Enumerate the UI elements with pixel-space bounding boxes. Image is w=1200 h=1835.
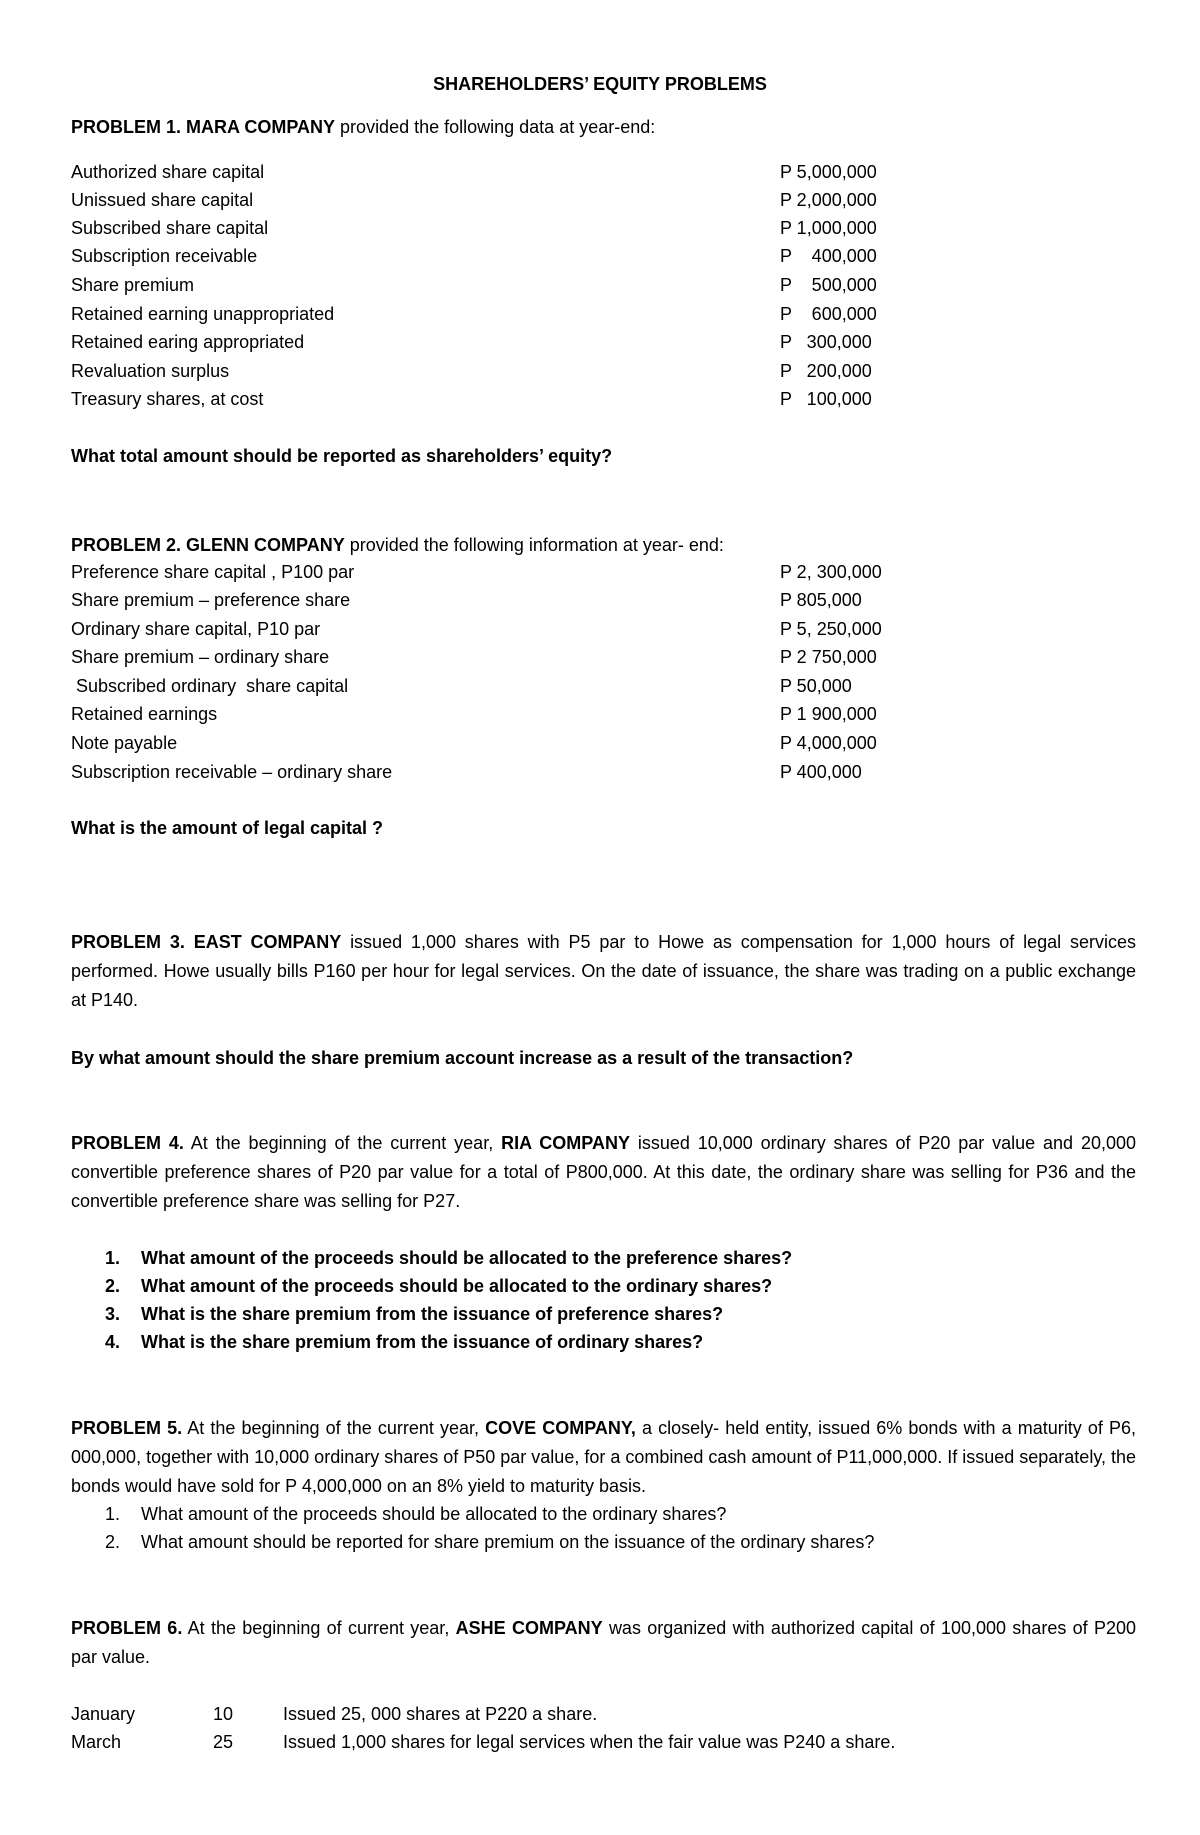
schedule-text: Issued 1,000 shares for legal services when the fair value was P240 a share. [283, 1732, 896, 1752]
problem-1-label: PROBLEM 1. [71, 117, 182, 137]
schedule-text: Issued 25, 000 shares at P220 a share. [283, 1704, 598, 1724]
problem-2-company: GLENN COMPANY [186, 535, 345, 555]
page-title: SHAREHOLDERS’ EQUITY PROBLEMS [433, 74, 767, 94]
row-label: Share premium – preference share [71, 590, 351, 610]
list-item [105, 1328, 792, 1356]
list-item [105, 1500, 874, 1528]
row-label: Note payable [71, 733, 178, 753]
row-amount: P 2 750,000 [780, 647, 877, 667]
row-label: Subscription receivable – ordinary share [71, 762, 393, 782]
list-number: 2. [105, 1532, 121, 1552]
row-label: Treasury shares, at cost [71, 389, 264, 409]
problem-3-question: By what amount should the share premium account increase as a result of the transaction? [71, 1048, 854, 1068]
list-text: What amount of the proceeds should be allocated to the preference shares? [141, 1248, 793, 1268]
problem-4-label: PROBLEM 4. [71, 1133, 184, 1153]
problem-3-text: issued 1,000 shares with P5 par to Howe as compensation for 1,000 hours of legal services performed. Howe usually bills P160 per hour for legal services. On the date of issuance, the share was trading on a public exchange at P140. [71, 932, 1136, 1010]
row-amount: P 50,000 [780, 676, 852, 696]
table-row [71, 588, 862, 612]
problem-4-pre: At the beginning of the current year, [190, 1133, 494, 1153]
list-number: 3. [105, 1304, 121, 1324]
schedule-day: 25 [213, 1732, 234, 1752]
row-amount: P 400,000 [780, 246, 877, 266]
list-text: What is the share premium from the issuance of preference shares? [141, 1304, 724, 1324]
list-text: What amount of the proceeds should be allocated to the ordinary shares? [141, 1276, 773, 1296]
list-item [105, 1300, 792, 1328]
row-label: Preference share capital , P100 par [71, 562, 355, 582]
table-row [71, 645, 877, 669]
list-item [105, 1528, 874, 1556]
table-row [71, 731, 877, 755]
schedule-month: March [71, 1732, 122, 1752]
row-amount: P 1,000,000 [780, 218, 877, 238]
list-item [105, 1244, 792, 1272]
row-label: Subscription receivable [71, 246, 258, 266]
table-row [71, 560, 882, 584]
problem-6-label: PROBLEM 6. [71, 1618, 183, 1638]
list-number: 4. [105, 1332, 121, 1352]
row-amount: P 5,000,000 [780, 162, 877, 182]
row-amount: P 2, 300,000 [780, 562, 882, 582]
row-amount: P 5, 250,000 [780, 619, 882, 639]
row-label: Retained earning unappropriated [71, 304, 335, 324]
table-row [71, 387, 872, 411]
table-row [71, 617, 882, 641]
row-amount: P 600,000 [780, 304, 877, 324]
problem-2-label: PROBLEM 2. [71, 535, 182, 555]
list-item [105, 1272, 792, 1300]
row-label: Subscribed share capital [71, 218, 269, 238]
row-label: Retained earing appropriated [71, 332, 305, 352]
row-amount: P 2,000,000 [780, 190, 877, 210]
row-label: Authorized share capital [71, 162, 265, 182]
problem-6-paragraph [71, 1614, 1136, 1672]
problem-5-pre: At the beginning of the current year, [187, 1418, 480, 1438]
row-label: Subscribed ordinary share capital [71, 676, 349, 696]
problem-3-label: PROBLEM 3. [71, 932, 185, 952]
problem-4-questions [105, 1244, 792, 1356]
list-number: 1. [105, 1504, 121, 1524]
problem-2-question: What is the amount of legal capital ? [71, 818, 384, 838]
table-row [71, 302, 877, 326]
row-amount: P 805,000 [780, 590, 862, 610]
table-row [71, 674, 852, 698]
row-label: Ordinary share capital, P10 par [71, 619, 321, 639]
row-label: Retained earnings [71, 704, 218, 724]
problem-1-heading [71, 116, 655, 138]
problem-5-questions [105, 1500, 874, 1556]
problem-4-paragraph [71, 1129, 1136, 1216]
row-label: Unissued share capital [71, 190, 254, 210]
row-amount: P 100,000 [780, 389, 872, 409]
list-text: What amount should be reported for share premium on the issuance of the ordinary shares? [141, 1532, 875, 1552]
row-label: Share premium – ordinary share [71, 647, 330, 667]
table-row [71, 330, 872, 354]
row-amount: P 500,000 [780, 275, 877, 295]
problem-4-text: issued 10,000 ordinary shares of P20 par value and 20,000 convertible preference shares of P20 par value for a total of P800,000. At this date, the ordinary share was selling for P36 and the convertible preference share was selling for P27. [71, 1133, 1136, 1211]
list-number: 2. [105, 1276, 121, 1296]
problem-3-paragraph [71, 928, 1136, 1015]
problem-6-pre: At the beginning of current year, [187, 1618, 450, 1638]
problem-5-paragraph [71, 1414, 1136, 1501]
problem-1-intro: provided the following data at year-end: [340, 117, 656, 137]
problem-6-company: ASHE COMPANY [455, 1618, 603, 1638]
list-number: 1. [105, 1248, 121, 1268]
table-row [71, 273, 877, 297]
problem-5-company: COVE COMPANY, [485, 1418, 636, 1438]
problem-2-intro: provided the following information at year- end: [349, 535, 724, 555]
row-amount: P 200,000 [780, 361, 872, 381]
problem-2-heading [71, 534, 724, 556]
problem-4-company: RIA COMPANY [501, 1133, 630, 1153]
list-text: What is the share premium from the issuance of ordinary shares? [141, 1332, 704, 1352]
table-row [71, 160, 877, 184]
row-label: Share premium [71, 275, 195, 295]
problem-5-text: a closely- held entity, issued 6% bonds with a maturity of P6, 000,000, together with 10,000 ordinary shares of P50 par value, for a combined cash amount of P11,000,000. If issued separately, the bonds would have sold for P 4,000,000 on an 8% yield to maturity basis. [71, 1418, 1137, 1496]
table-row [71, 760, 862, 784]
row-label: Revaluation surplus [71, 361, 230, 381]
problem-3-company: EAST COMPANY [193, 932, 342, 952]
problem-1-question: What total amount should be reported as shareholders’ equity? [71, 446, 613, 466]
row-amount: P 4,000,000 [780, 733, 877, 753]
row-amount: P 400,000 [780, 762, 862, 782]
problem-5-label: PROBLEM 5. [71, 1418, 183, 1438]
table-row [71, 359, 872, 383]
table-row [71, 216, 877, 240]
problem-1-company: MARA COMPANY [186, 117, 336, 137]
table-row [71, 702, 877, 726]
table-row [71, 188, 877, 212]
schedule-month: January [71, 1704, 136, 1724]
row-amount: P 1 900,000 [780, 704, 877, 724]
table-row [71, 244, 877, 268]
list-text: What amount of the proceeds should be allocated to the ordinary shares? [141, 1504, 727, 1524]
schedule-day: 10 [213, 1704, 234, 1724]
problem-6-text: was organized with authorized capital of 100,000 shares of P200 par value. [71, 1618, 1136, 1667]
row-amount: P 300,000 [780, 332, 872, 352]
